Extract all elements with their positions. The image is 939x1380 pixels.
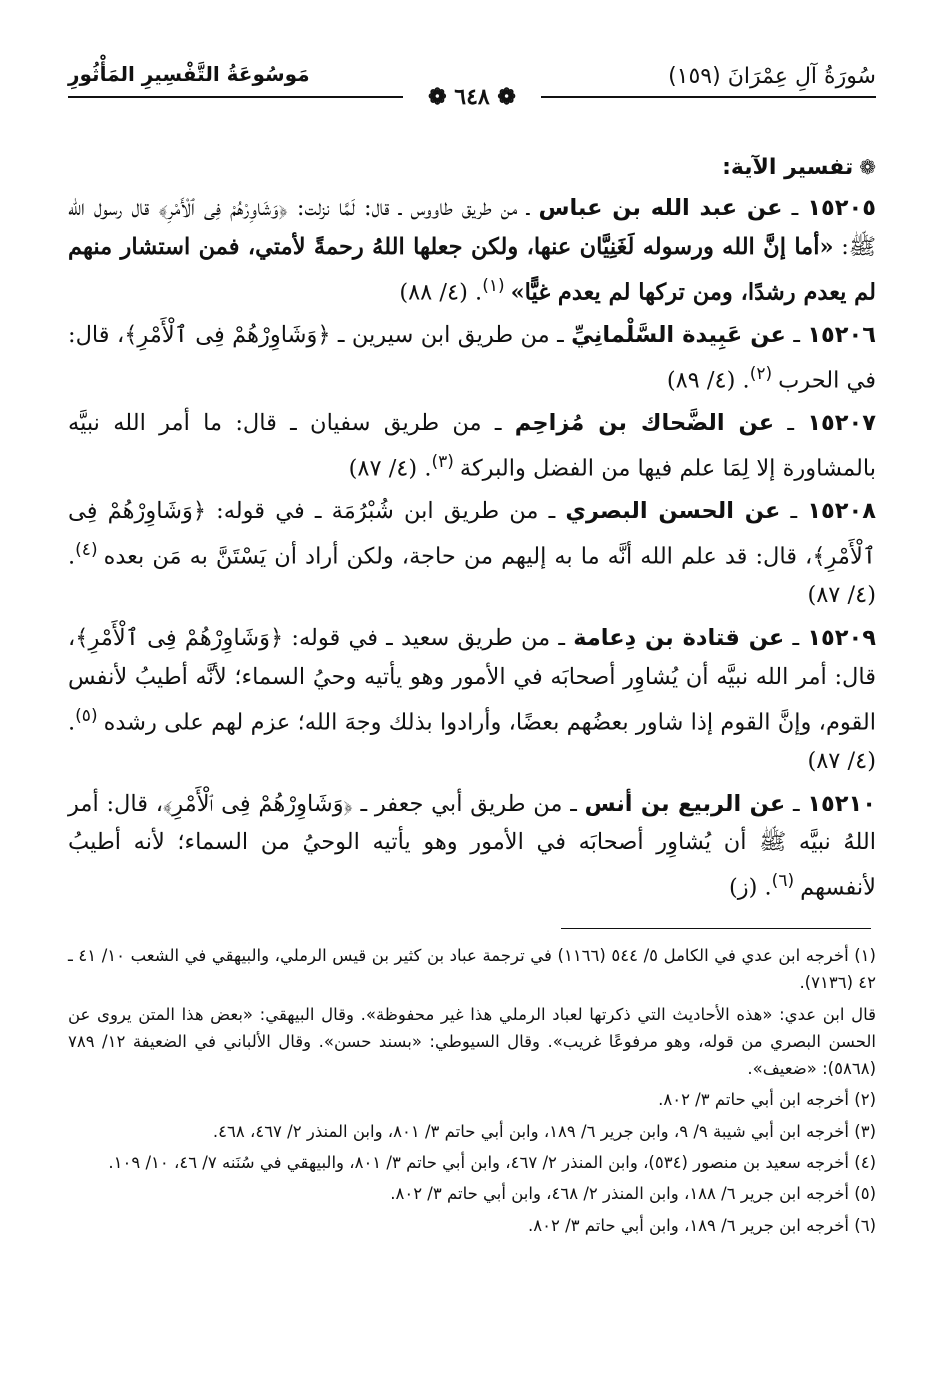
entry-text: ـ من طريق ابن سيرين ـ ﴿وَشَاوِرْهُمْ فِى ٱلْأَمْرِ﴾، قال: في الحرب <box>68 321 876 394</box>
entry-text: ـ من طريق سفيان ـ قال: ما أمر الله نبيَّه بالمشاورة إلا لِمَا علم فيها من الفضل والبركة <box>68 409 876 482</box>
entry-number: ١٥٢٠٦ <box>807 321 876 348</box>
footnote: (٦) أخرجه ابن جرير ٦/ ١٨٩، وابن أبي حاتم ٣/ ٨٠٢. <box>528 1215 876 1235</box>
footnote: (٤) أخرجه سعيد بن منصور (٥٣٤)، وابن المنذر ٢/ ٤٦٧، وابن أبي حاتم ٣/ ٨٠١، والبيهقي في سُنَنه ٧/ ٤٦، ١٠/ ١٠٩. <box>108 1153 876 1173</box>
entry-source: عن الربيع بن أنس <box>584 790 786 817</box>
entry-citation: . (٤/ ٨٧) <box>68 543 876 609</box>
footnote: (١) أخرجه ابن عدي في الكامل ٥/ ٥٤٤ (١١٦٦) في ترجمة عباد بن كثير بن قيس الرملي، والبيهقي في الشعب ١٠/ ٤١ ـ ٤٢ (٧١٣٦). <box>68 946 876 993</box>
narration-entry: ١٥٢٠٦ ـ عن عَبِيدة السَّلْمانِيِّ ـ من طريق ابن سيرين ـ ﴿وَشَاوِرْهُمْ فِى ٱلْأَمْرِ﴾، قال: في الحرب$^{(٢)}$. (٤/ ٨٩) <box>68 321 876 394</box>
entry-citation: . (ز) <box>728 874 772 901</box>
entry-source: عن عَبِيدة السَّلْمانِيِّ <box>571 321 786 348</box>
footnote-ref[interactable]: (٥) <box>75 705 98 726</box>
entry-citation: . (٤/ ٨٧) <box>68 709 876 774</box>
main-text <box>68 148 876 912</box>
footnote-ref[interactable]: (٤) <box>75 539 98 560</box>
entry-number: ١٥٢٠٥ <box>807 195 876 221</box>
book-title: مَوسُوعَةُ التَّفْسِيرِ المَأْثُورِ <box>68 62 310 86</box>
entry-number: ١٥٢٠٩ <box>807 624 876 651</box>
entry-number: ١٥٢١٠ <box>807 790 876 817</box>
entry-source: عن الضَّحاك بن مُزاحِم <box>514 409 775 436</box>
entry-text: ـ من طريق أبي جعفر ـ ﴿وَشَاوِرْهُمْ فِى ٱلْأَمْرِ﴾، قال: أمر اللهُ نبيَّه ﷺ أن يُشاوِر أصحابَه في الأمور وهو يأتيه الوحيُ من السماء؛ لأنه أطيبُ لأنفسهم <box>68 790 876 901</box>
narration-entry: ١٥٢٠٥ ـ عن عبد الله بن عباس ـ من طريق طاووس ـ قال: لَمَّا نزلت: ﴿وَشَاوِرْهُمْ فِى ٱلْأَمْرِ﴾ قال رسول الله ﷺ: «أما إنَّ الله ورسوله لَغَنِيَّان عنها، ولكن جعلها اللهُ رحمةً لأمتي، فمن استشار منهم لم يعدم رشدًا، ومن تركها لم يعدم غيًّا»$^{(١)}$. (٤/ ٨٨) <box>68 195 876 306</box>
entry-text: ـ من طريق ابن شُبْرُمَة ـ في قوله: ﴿وَشَاوِرْهُمْ فِى ٱلْأَمْرِ﴾، قال: قد علم الله أنَّه ما به إليهم من حاجة، ولكن أراد أن يَسْتَنَّ به مَن بعده <box>68 498 876 570</box>
entry-number: ١٥٢٠٧ <box>807 409 876 436</box>
footnote: (٣) أخرجه ابن أبي شيبة ٩/ ٩، وابن جرير ٦/ ١٨٩، وابن أبي حاتم ٣/ ٨٠١، وابن المنذر ٢/ ٤٦٧، ٤٦٨. <box>212 1121 876 1141</box>
entry-source: عن الحسن البصري <box>565 498 781 525</box>
footnote-ref[interactable]: (٢) <box>749 363 773 384</box>
page-number: ❁ ٦٤٨ ❁ <box>428 84 516 110</box>
entry-hadith: «أما إنَّ الله ورسوله لَغَنِيَّان عنها، ولكن جعلها اللهُ رحمةً لأمتي، فمن استشار منهم لم يعدم رشدًا، ومن تركها لم يعدم غيًّا» <box>68 233 876 306</box>
narration-entry: ١٥٢١٠ ـ عن الربيع بن أنس ـ من طريق أبي جعفر ـ ﴿وَشَاوِرْهُمْ فِى ٱلْأَمْرِ﴾، قال: أمر اللهُ نبيَّه ﷺ أن يُشاوِر أصحابَه في الأمور وهو يأتيه الوحيُ من السماء؛ لأنه أطيبُ لأنفسهم$^{(٦)}$. (ز) <box>68 790 876 901</box>
flower-ornament-icon: ❁ <box>859 155 876 179</box>
section-heading-text: تفسير الآية: <box>722 155 854 180</box>
entry-text: ـ من طريق طاووس ـ قال: لَمَّا نزلت: ﴿وَشَاوِرْهُمْ فِى ٱلْأَمْرِ﴾ قال رسول الله ﷺ: <box>68 195 876 260</box>
entry-citation: . (٤/ ٨٩) <box>666 367 750 394</box>
entry-source: عن عبد الله بن عباس <box>538 195 783 221</box>
page-header <box>68 58 876 120</box>
footnote: (٥) أخرجه ابن جرير ٦/ ١٨٨، وابن المنذر ٢/ ٤٦٨، وابن أبي حاتم ٣/ ٨٠٢. <box>390 1184 876 1204</box>
narration-entry: ١٥٢٠٩ ـ عن قتادة بن دِعامة ـ من طريق سعيد ـ في قوله: ﴿وَشَاوِرْهُمْ فِى ٱلْأَمْرِ﴾، قال: أمر الله نبيَّه أن يُشاوِر أصحابَه في الأمور وهو يأتيه وحيُ السماء؛ لأنَّه أطيبُ لأنفس القوم، وإنَّ القوم إذا شاور بعضُهم بعضًا، وأرادوا بذلك وجهَ الله؛ عزم لهم على رشده$^{(٥)}$. (٤/ ٨٧) <box>68 624 876 774</box>
footnote: (٢) أخرجه ابن أبي حاتم ٣/ ٨٠٢. <box>658 1090 876 1110</box>
entry-number: ١٥٢٠٨ <box>807 498 876 525</box>
footnote-ref[interactable]: (١) <box>482 275 505 296</box>
entry-citation: . (٤/ ٨٧) <box>348 455 432 482</box>
footnote: قال ابن عدي: «هذه الأحاديث التي ذكرتها لعباد الرملي هذا غير محفوظة». وقال البيهقي: «بعض هذا المتن يروى عن الحسن البصري من قوله، وهو مرفوعًا غريب». وقال السيوطي: «بسند حسن». وقال الألباني في الضعيفة ١٢/ ٧٨٩ (٥٨٦٨): «ضعيف». <box>68 1004 876 1079</box>
entry-citation: . (٤/ ٨٨) <box>399 279 483 306</box>
footnotes <box>68 942 876 1243</box>
entry-text: ـ من طريق سعيد ـ في قوله: ﴿وَشَاوِرْهُمْ فِى ٱلْأَمْرِ﴾، قال: أمر الله نبيَّه أن يُشاوِر أصحابَه في الأمور وهو يأتيه وحيُ السماء؛ لأنَّه أطيبُ لأنفس القوم، وإنَّ القوم إذا شاور بعضُهم بعضًا، وأرادوا بذلك وجهَ الله؛ عزم لهم على رشده <box>68 624 876 736</box>
surah-title: سُورَةُ آلِ عِمْرَانَ (١٥٩) <box>668 64 876 89</box>
footnote-separator <box>561 928 871 929</box>
narration-entry: ١٥٢٠٧ ـ عن الضَّحاك بن مُزاحِم ـ من طريق سفيان ـ قال: ما أمر الله نبيَّه بالمشاورة إلا لِمَا علم فيها من الفضل والبركة$^{(٣)}$. (٤/ ٨٧) <box>68 409 876 482</box>
narration-entry: ١٥٢٠٨ ـ عن الحسن البصري ـ من طريق ابن شُبْرُمَة ـ في قوله: ﴿وَشَاوِرْهُمْ فِى ٱلْأَمْرِ﴾، قال: قد علم الله أنَّه ما به إليهم من حاجة، ولكن أراد أن يَسْتَنَّ به مَن بعده$^{(٤)}$. (٤/ ٨٧) <box>68 498 876 609</box>
entry-source: عن قتادة بن دِعامة <box>573 624 785 651</box>
footnote-ref[interactable]: (٣) <box>431 451 454 472</box>
section-heading <box>68 148 876 187</box>
footnote-ref[interactable]: (٦) <box>771 871 795 892</box>
